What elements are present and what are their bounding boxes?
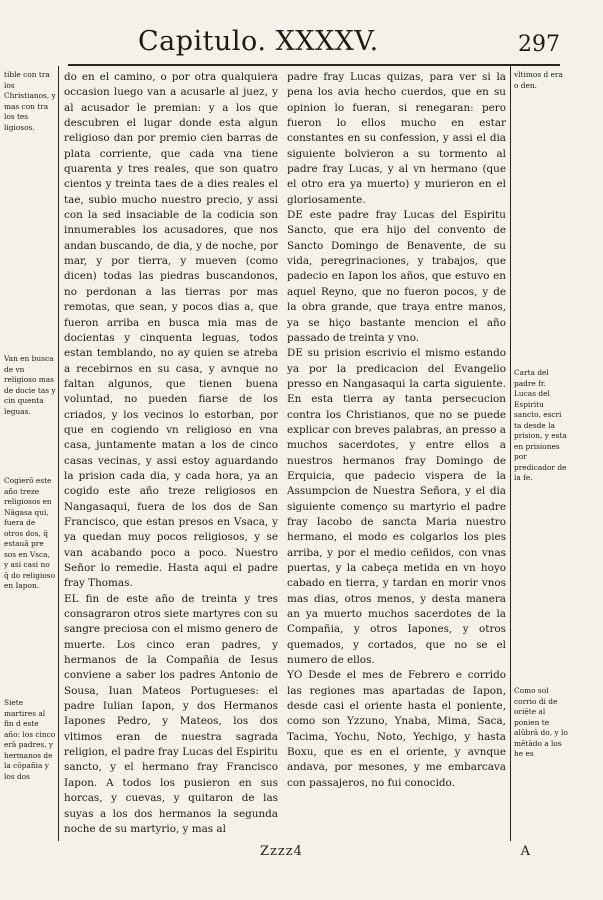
- paragraph: DE este padre fray Lucas del Espiritu Sancto, que era hijo del convento de Sancto Domingo de Benavente, de su vida, peregrinaciones, y trabajos, que padecio en Iapon los años, que estuvo en aquel Reyno, que no fueron pocos, y de la obra grande, que traya entre manos, ya se hiço bastante mencion el año passado de treinta y vno.: [287, 209, 506, 344]
- margin-note-left-1: tible con tra los Christianos, y mas con tra los tes ligiosos.: [4, 70, 56, 132]
- margin-note-left-3: Cogierō este año treze religiosos en Nāgasa qui, fuera de otros dos, q̄ estauā pre sos en Vsca, y asi casi no q̄ do religioso en Iapon.: [4, 476, 56, 590]
- right-margin-rule: [510, 66, 511, 841]
- margin-note-right-2: Carta del padre fr. Lucas del Espiritu sancto, escri ta desde la prision, y esta en prisiones por predicador de la fe.: [514, 368, 567, 482]
- paragraph: EL fin de este año de treinta y tres consagraron otros siete martyres con su sangre preciosa con el mismo genero de muerte. Los cinco eran padres, y hermanos de la Compañia de Iesus conviene a saber los padres Antonio de Sousa, Iuan Mateos Portugueses: el padre Iulian Iapon, y dos Hermanos Iapones Pedro, y Mateos, los dos vltimos eran de nuestra sagrada religion, el padre fray Lucas del Espiritu sancto, y el hermano fray Francisco Iapon. A todos los pusieron en sus horcas, y cuevas, y quitaron de las suyas a los dos hermanos la segunda noche de su martyrio, y mas al: [64, 592, 278, 835]
- paragraph: DE su prision escrivio el mismo estando ya por la predicacion del Evangelio presso en Nangasaqui la carta siguiente. En esta tierra ay tanta persecucion contra los Christianos, que no se puede explicar con breves palabras, an presso a muchos sacerdotes, y entre ellos a nuestros hermanos fray Domingo de Erquicia, que padecio vispera de la Assumpcion de Nuestra Señora, y el dia siguiente començo su martyrio el padre fray Iacobo de sancta Maria nuestro hermano, el modo es colgarlos los pies arriba, y por el medio ceñidos, con vnas puertas, y la cabeça metida en vn hoyo cabado en tierra, y tardan en morir vnos mas dias, otros menos, y desta manera an ya muerto muchos sacerdotes de la Compañia, y otros Iapones, y otros quemados, y cortados, que no se el numero de ellos.: [287, 347, 506, 667]
- paragraph: YO Desde el mes de Febrero e corrido las regiones mas apartadas de Iapon, desde casi el oriente hasta el poniente, como son Yzzuno, Ynaba, Mima, Saca, Tacima, Yochu, Noto, Yechigo, y hasta Boxu, que es en el oriente, y avnque andava, por mesones, y me embarcava con passajeros, no fui conocido.: [287, 669, 506, 789]
- paragraph: do en el camino, o por otra qualquiera occasion luego van a acusarle al juez, y al acusador le premian: y a los que descubren el lugar donde esta algun religioso dan por premio cien barras de plata corriente, que cada vna tiene quarenta y tres reales, que son quatro cientos y treinta taes de a dies reales el tae, subio mucho nuestro precio, y assi con la sed insaciable de la codicia son innumerables los acusadores, que nos andan buscando, de dia, y de noche, por mar, y por tierra, y mueven (como dicen) todas las piedras buscandonos, no perdonan a las tierras por mas remotas, que sean, y pocos dias a, que fueron arriba en busca mia mas de docientas y cinquenta leguas, todos estan temblando, no ay quien se atreba a recebirnos en su casa, y avnque no faltan algunos, que tienen buena voluntad, no pueden fiarse de los criados, y los vecinos lo estorban, por que en cogiendo vn religioso en vna casa, juntamente matan a los de cinco casas vecinas, y assi estoy aguardando la prision cada dia, y cada hora, ya an cogido este año treze religiosos en Nangasaqui, fuera de los dos de San Francisco, que estan presos en Vsaca, y ya quedan muy pocos religiosos, y se van acabando poco a poco. Nuestro Señor lo remedie. Hasta aqui el padre fray Thomas.: [64, 71, 278, 590]
- margin-note-right-1: vltimos d era o den.: [514, 70, 563, 90]
- page-footer: [60, 844, 560, 868]
- page-header: [60, 22, 560, 66]
- catchword: A: [520, 844, 530, 859]
- header-rule: [68, 64, 560, 66]
- page-number: 297: [518, 32, 560, 57]
- margin-note-left-2: Van en busca de vn religioso mas de docie tas y cin quenta leguas.: [4, 354, 56, 416]
- text-column-left: [64, 70, 278, 840]
- chapter-title: Capitulo. XXXXV.: [138, 26, 379, 57]
- signature-mark: Zzzz4: [260, 844, 303, 859]
- text-column-right: [287, 70, 506, 840]
- margin-note-left-4: Siete martires al fin d este año: los cinco erā padres, y hermanos de la cōpañia y los dos: [4, 698, 56, 781]
- paragraph: padre fray Lucas quizas, para ver si la pena los avia hecho cuerdos, que en su opinion lo fueran, si renegaran: pero fueron lo ellos mucho en estar constantes en su confession, y assi el dia siguiente bolvieron a su tormento al padre fray Lucas, y al vn hermano (que el otro era ya muerto) y murieron en el gloriosamente.: [287, 71, 506, 206]
- left-margin-rule: [58, 66, 59, 841]
- margin-note-right-3: Como sol corrio di de oriēte al ponien te alūbrā do, y lo mētādo a los he es: [514, 686, 568, 758]
